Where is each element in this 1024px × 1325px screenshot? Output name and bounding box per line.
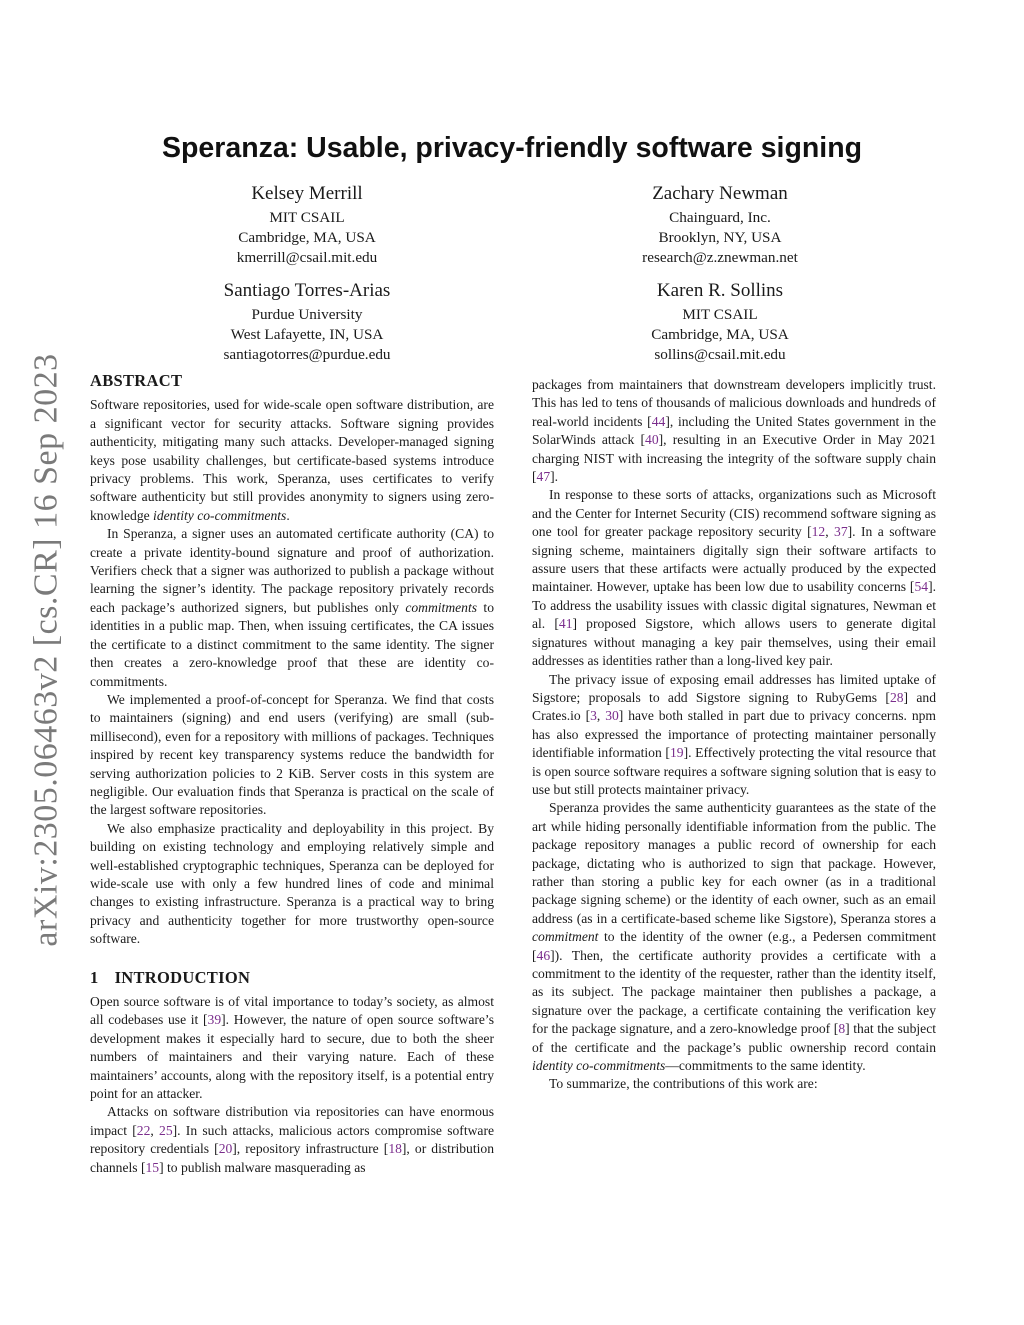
author-name: Karen R. Sollins — [656, 280, 784, 301]
abstract-paragraph: We implemented a proof-of-concept for Speranza. We find that costs to maintainers (signing) and end users (verifying) are small (sub-millisecond), even for a repository with millions of packages. Techniques inspired by recent key transparency systems reduce the bandwidth for serving authorization policies to 2 KiB. Server costs in this system are negligible. Our evaluation finds that Speranza is practical on the scale of the largest software repositories. — [90, 691, 494, 818]
author-location: Cambridge, MA, USA — [651, 326, 789, 343]
citation-link[interactable]: 12 — [811, 524, 826, 540]
author-block — [157, 181, 457, 268]
author-email: santiagotorres@purdue.edu — [223, 346, 391, 363]
citation-link[interactable]: 18 — [388, 1141, 402, 1157]
right-column — [532, 376, 936, 1094]
citation-link[interactable]: 3 — [590, 708, 597, 724]
author-location: Brooklyn, NY, USA — [658, 229, 782, 246]
author-location: West Lafayette, IN, USA — [230, 326, 384, 343]
citation-link[interactable]: 20 — [218, 1141, 233, 1157]
citation-link[interactable]: 44 — [651, 413, 666, 429]
citation-link[interactable]: 47 — [536, 469, 551, 485]
author-name: Zachary Newman — [652, 183, 788, 204]
author-email: research@z.znewman.net — [642, 249, 798, 266]
abstract-heading: ABSTRACT — [90, 371, 183, 390]
section-title: INTRODUCTION — [114, 967, 251, 987]
abstract-paragraph: Software repositories, used for wide-scale open software distribution, are a significant vector for security attacks. Software signing provides authenticity, mitigating many such attacks. Developer-managed signing keys pose usability challenges, but certificate-based systems introduce privacy problems. This work, Speranza, uses certificates to verify software authenticity but still provides anonymity to signers using zero-knowledge identity co-commitments. — [90, 397, 494, 523]
author-location: Cambridge, MA, USA — [238, 229, 376, 246]
citation-link[interactable]: 37 — [834, 524, 848, 540]
citation-link[interactable]: 41 — [558, 616, 573, 632]
author-block — [570, 278, 870, 365]
body-paragraph: The privacy issue of exposing email addresses has limited uptake of Sigstore; proposals to add Sigstore signing to RubyGems [28] and Crates.io [3, 30] have both stalled in part due to privacy concerns. npm has also expressed the importance of protecting maintainer personally identifiable information [19]. Effectively protecting the vital resource that is open source software requires a software signing solution that is easy to use but still protects maintainer privacy. — [532, 671, 936, 797]
author-block — [157, 278, 457, 365]
citation-link[interactable]: 25 — [159, 1122, 173, 1138]
author-email: sollins@csail.mit.edu — [654, 346, 786, 363]
abstract-paragraph: We also emphasize practicality and deployability in this project. By building on existing technology and employing relatively simple and well-established cryptographic techniques, Speranza can be deployed for wide-scale use with only a few hundred lines of code and minimal changes to existing infrastructure. Speranza is a practical way to bring privacy and authenticity together for more trustworthy open-source software. — [90, 820, 494, 947]
left-column — [90, 372, 494, 1177]
intro-paragraph: Attacks on software distribution via repositories can have enormous impact [22, 25]. In such attacks, malicious actors compromise software repository credentials [20], repository infrastructure [18], or distribution channels [15] to publish malware masquerading as — [90, 1104, 495, 1175]
citation-link[interactable]: 28 — [889, 689, 904, 705]
section-number: 1 — [90, 967, 99, 987]
citation-link[interactable]: 39 — [207, 1012, 222, 1028]
abstract-paragraph: In Speranza, a signer uses an automated certificate authority (CA) to create a private identity-bound signature and proof of authorization. Verifiers check that a signer was authorized to publish a package without learning the signer’s identity. The package repository privately records each package’s authorized signers, but publishes only commitments to identities in a public map. Then, when issuing certificates, the CA issues the certificate to a distinct commitment to the same identity. The signer then creates a zero-knowledge proof that these are identity co-commitments. — [90, 526, 494, 689]
author-email: kmerrill@csail.mit.edu — [236, 249, 378, 266]
author-affiliation: Chainguard, Inc. — [669, 209, 771, 226]
body-paragraph: packages from maintainers that downstream developers implicitly trust. This has led to tens of thousands of malicious downloads and hundreds of real-world incidents [44], including the United States government in the SolarWinds attack [40], resulting in an Executive Order in May 2021 charging NIST with increasing the integrity of the software supply chain [47]. — [532, 377, 937, 485]
citation-link[interactable]: 8 — [838, 1021, 846, 1037]
intro-paragraph: Open source software is of vital importance to today’s society, as almost all codebases use it [39]. However, the nature of open source software’s development makes it especially hard to secure, due to both the sheer numbers of maintainers and their varying nature. Each of these maintainers’ accounts, along with the repository itself, is a potential entry point for an attacker. — [90, 994, 494, 1102]
citation-link[interactable]: 46 — [536, 947, 551, 963]
body-paragraph: In response to these sorts of attacks, organizations such as Microsoft and the Center for Internet Security (CIS) recommend software signing as one tool for greater package repository security [12, 37]. In a software signing scheme, maintainers digitally sign their software artifacts to assure users that these artifacts were actually produced by the expected maintainer. However, uptake has been low due to usability concerns [54]. To address the usability issues with classic digital signatures, Newman et al. [41] proposed Sigstore, which allows users to generate digital signatures without managing a key pair themselves, using their email addresses as identities rather than a long-lived key pair. — [532, 487, 937, 669]
body-paragraph: Speranza provides the same authenticity guarantees as the state of the art while hiding personally identifiable information from the public. The package repository manages a public record of ownership for each package, dictating who is authorized to sign that package. However, rather than storing a public key for each owner (as in a traditional package signing scheme) or the identity of each owner, such as an email address (as in a certificate-based scheme like Sigstore), Speranza stores a commitment to the identity of the owner (e.g., a Pedersen commitment [46]). Then, the certificate authority provides a certificate with a commitment to the identity of the requester, rather than the identity itself, as its subject. The package maintainer then publishes a package, a signature over the package, a certificate containing the verification key for the package signature, and a zero-knowledge proof [8] that the subject of the certificate and the package’s public ownership record contain identity co-commitments—commitments to the same identity. — [532, 800, 937, 1074]
author-affiliation: MIT CSAIL — [269, 209, 345, 226]
paper-title: Speranza: Usable, privacy-friendly software signing — [161, 132, 863, 164]
author-affiliation: Purdue University — [251, 306, 363, 323]
arxiv-stamp — [28, 353, 66, 947]
author-name: Kelsey Merrill — [251, 183, 363, 204]
author-block — [570, 181, 870, 268]
citation-link[interactable]: 40 — [645, 432, 659, 448]
citation-link[interactable]: 22 — [136, 1122, 151, 1138]
citation-link[interactable]: 19 — [669, 745, 684, 761]
introduction-heading — [90, 969, 494, 987]
author-affiliation: MIT CSAIL — [682, 306, 758, 323]
arxiv-id: arXiv:2305.06463v2 [cs.CR] 16 Sep 2023 — [28, 353, 65, 947]
body-paragraph: To summarize, the contributions of this work are: — [549, 1076, 818, 1092]
citation-link[interactable]: 30 — [605, 708, 619, 724]
author-name: Santiago Torres-Arias — [223, 280, 391, 301]
citation-link[interactable]: 54 — [914, 579, 929, 595]
citation-link[interactable]: 15 — [145, 1159, 160, 1175]
